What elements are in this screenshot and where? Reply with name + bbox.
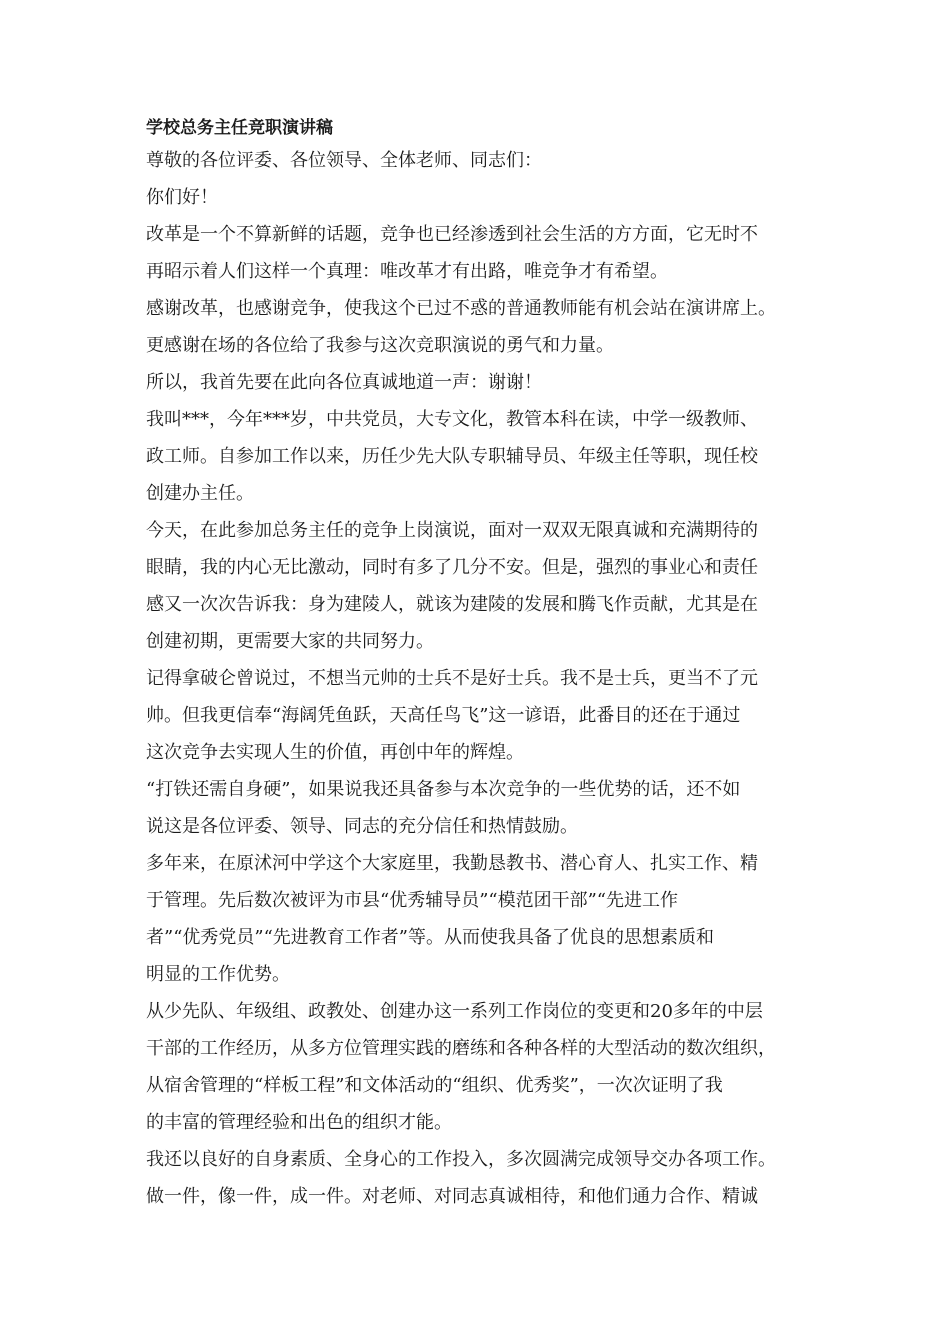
text-line: 这次竞争去实现人生的价值，再创中年的辉煌。 xyxy=(146,742,524,763)
paragraph xyxy=(146,179,812,216)
paragraph xyxy=(146,993,812,1141)
text-line: 眼睛，我的内心无比激动，同时有多了几分不安。但是，强烈的事业心和责任 xyxy=(146,557,758,578)
paragraph xyxy=(146,771,812,845)
text-line: 更感谢在场的各位给了我参与这次竞职演说的勇气和力量。 xyxy=(146,335,614,356)
text-line: 做一件，像一件，成一件。对老师、对同志真诚相待，和他们通力合作、精诚 xyxy=(146,1186,758,1207)
text-line: 多年来，在原沭河中学这个大家庭里，我勤恳教书、潜心育人、扎实工作、精 xyxy=(146,853,758,874)
text-line: 从宿舍管理的“样板工程”和文体活动的“组织、优秀奖”，一次次证明了我 xyxy=(146,1075,723,1096)
text-line: 今天，在此参加总务主任的竞争上岗演说，面对一双双无限真诚和充满期待的 xyxy=(146,520,758,541)
text-line: 我叫***，今年***岁，中共党员，大专文化，教管本科在读，中学一级教师、 xyxy=(146,409,758,430)
paragraph xyxy=(146,142,812,179)
text-line: 再昭示着人们这样一个真理：唯改革才有出路，唯竞争才有希望。 xyxy=(146,261,668,282)
text-line: 感又一次次告诉我：身为建陵人，就该为建陵的发展和腾飞作贡献，尤其是在 xyxy=(146,594,758,615)
text-line: 者”“优秀党员”“先进教育工作者”等。从而使我具备了优良的思想素质和 xyxy=(146,927,715,948)
text-line: 于管理。先后数次被评为市县“优秀辅导员”“模范团干部”“先进工作 xyxy=(146,890,679,911)
text-line: 感谢改革，也感谢竞争，使我这个已过不惑的普通教师能有机会站在演讲席上。 xyxy=(146,298,776,319)
paragraph xyxy=(146,512,812,660)
text-line: “打铁还需自身硬”，如果说我还具备参与本次竞争的一些优势的话，还不如 xyxy=(146,779,741,800)
text-line: 你们好！ xyxy=(146,187,218,208)
paragraph xyxy=(146,364,812,401)
text-line: 帅。但我更信奉“海阔凭鱼跃，天高任鸟飞”这一谚语，此番目的还在于通过 xyxy=(146,705,741,726)
document-page xyxy=(146,114,812,1215)
document-title: 学校总务主任竞职演讲稿 xyxy=(146,118,333,138)
text-line: 记得拿破仑曾说过，不想当元帅的士兵不是好士兵。我不是士兵，更当不了元 xyxy=(146,668,758,689)
text-line: 我还以良好的自身素质、全身心的工作投入，多次圆满完成领导交办各项工作。 xyxy=(146,1149,776,1170)
paragraph xyxy=(146,660,812,771)
paragraph xyxy=(146,845,812,993)
paragraph xyxy=(146,216,812,290)
text-line: 创建初期，更需要大家的共同努力。 xyxy=(146,631,434,652)
text-line: 创建办主任。 xyxy=(146,483,254,504)
document-body xyxy=(146,142,812,1215)
paragraph xyxy=(146,290,812,364)
text-line: 说这是各位评委、领导、同志的充分信任和热情鼓励。 xyxy=(146,816,578,837)
paragraph xyxy=(146,401,812,512)
text-line: 尊敬的各位评委、各位领导、全体老师、同志们： xyxy=(146,150,542,171)
text-line: 从少先队、年级组、政教处、创建办这一系列工作岗位的变更和20多年的中层 xyxy=(146,1001,763,1022)
text-line: 的丰富的管理经验和出色的组织才能。 xyxy=(146,1112,452,1133)
text-line: 明显的工作优势。 xyxy=(146,964,290,985)
text-line: 干部的工作经历，从多方位管理实践的磨练和各种各样的大型活动的数次组织， xyxy=(146,1038,776,1059)
text-line: 政工师。自参加工作以来，历任少先大队专职辅导员、年级主任等职，现任校 xyxy=(146,446,758,467)
paragraph xyxy=(146,1141,812,1215)
text-line: 所以，我首先要在此向各位真诚地道一声：谢谢！ xyxy=(146,372,542,393)
text-line: 改革是一个不算新鲜的话题，竞争也已经渗透到社会生活的方方面，它无时不 xyxy=(146,224,758,245)
